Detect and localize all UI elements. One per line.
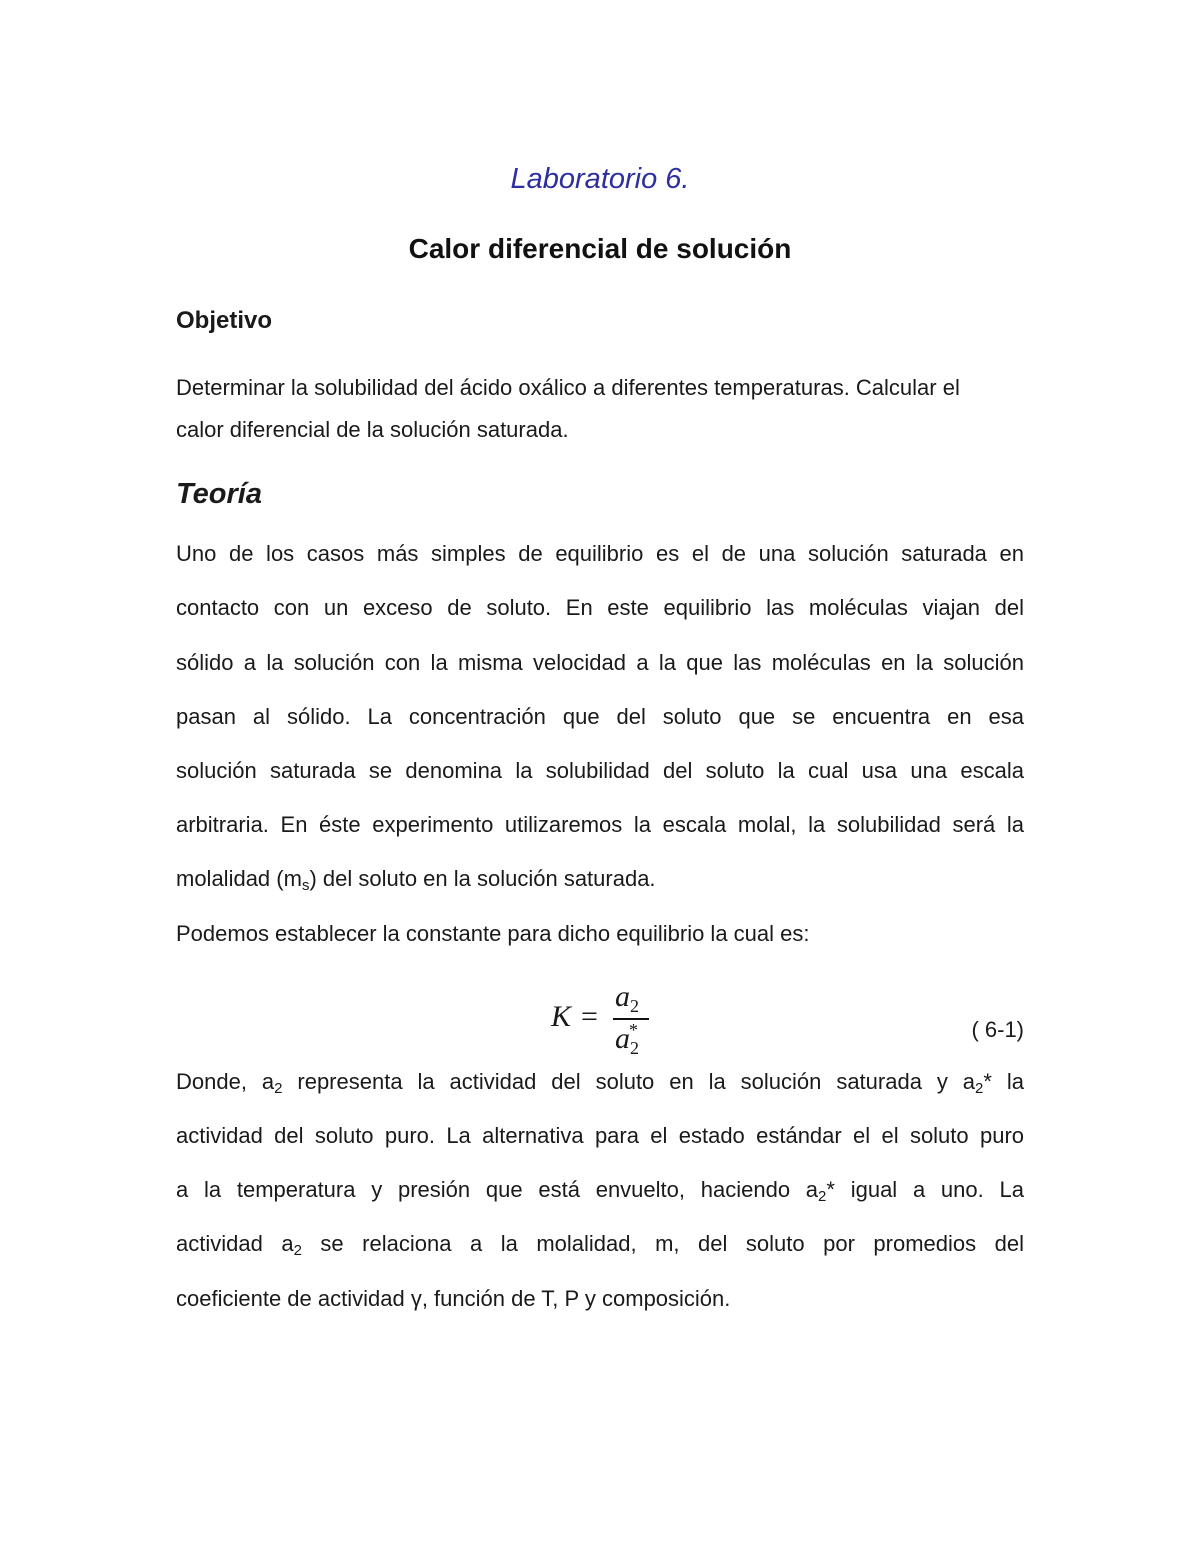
subscript: 2 (975, 1080, 984, 1097)
equation-6-1 (551, 982, 661, 1062)
teoria-line: coeficiente de actividad γ, función de T, P y composición. (176, 1286, 731, 1311)
teoria-line: arbitraria. En éste experimento utilizaremos la escala molal, la solubilidad será la (176, 812, 1024, 837)
teoria-heading: Teoría (176, 478, 262, 510)
subscript: 2 (818, 1188, 827, 1205)
teoria-line: pasan al sólido. La concentración que del soluto que se encuentra en esa (176, 704, 1024, 729)
text-span: se relaciona a la molalidad, m, del soluto por promedios del (301, 1231, 1024, 1256)
text-span: actividad a (176, 1231, 294, 1256)
equation-lhs: K (551, 1000, 572, 1033)
objetivo-heading: Objetivo (176, 307, 273, 334)
var: a (615, 1022, 630, 1055)
equation-denominator (615, 1020, 638, 1059)
teoria-line: actividad del soluto puro. La alternativa para el estado estándar el el soluto puro (176, 1123, 1024, 1148)
text-span: * igual a uno. La (826, 1177, 1024, 1202)
teoria-line: contacto con un exceso de soluto. En este equilibrio las moléculas viajan del (176, 595, 1024, 620)
subscript: 2 (630, 996, 639, 1016)
teoria-line (176, 864, 1024, 894)
teoria-line: sólido a la solución con la misma velocidad a la que las moléculas en la solución (176, 650, 1024, 675)
lab-title: Laboratorio 6. (510, 163, 690, 195)
teoria-line: Uno de los casos más simples de equilibrio es el de una solución saturada en (176, 541, 1024, 566)
teoria-line: solución saturada se denomina la solubilidad del soluto la cual usa una escala (176, 758, 1024, 783)
subscript: 2 (293, 1242, 302, 1259)
superscript: * (629, 1020, 638, 1040)
text-span: Donde, a (176, 1069, 275, 1094)
text-span: molalidad (m (176, 866, 302, 891)
teoria-line: Podemos establecer la constante para dicho equilibrio la cual es: (176, 921, 810, 946)
teoria-line (176, 1175, 1024, 1205)
teoria-line (176, 1067, 1024, 1097)
objetivo-line: calor diferencial de la solución saturada. (176, 417, 569, 442)
text-span: a la temperatura y presión que está envuelto, haciendo a (176, 1177, 819, 1202)
text-span: * la (983, 1069, 1025, 1094)
subscript: s (301, 877, 310, 894)
objetivo-text (176, 367, 1024, 451)
equation-label: ( 6-1) (971, 1017, 1024, 1042)
equation-numerator (615, 980, 639, 1017)
equation-equals: = (581, 1000, 598, 1033)
subscript: 2 (630, 1038, 639, 1058)
objetivo-line: Determinar la solubilidad del ácido oxálico a diferentes temperaturas. Calcular el (176, 375, 960, 400)
teoria-line (176, 1229, 1024, 1259)
main-title: Calor diferencial de solución (408, 233, 792, 264)
text-span: representa la actividad del soluto en la solución saturada y a (282, 1069, 976, 1094)
text-span: ) del soluto en la solución saturada. (309, 866, 656, 891)
subscript: 2 (274, 1080, 283, 1097)
var: a (615, 980, 630, 1013)
